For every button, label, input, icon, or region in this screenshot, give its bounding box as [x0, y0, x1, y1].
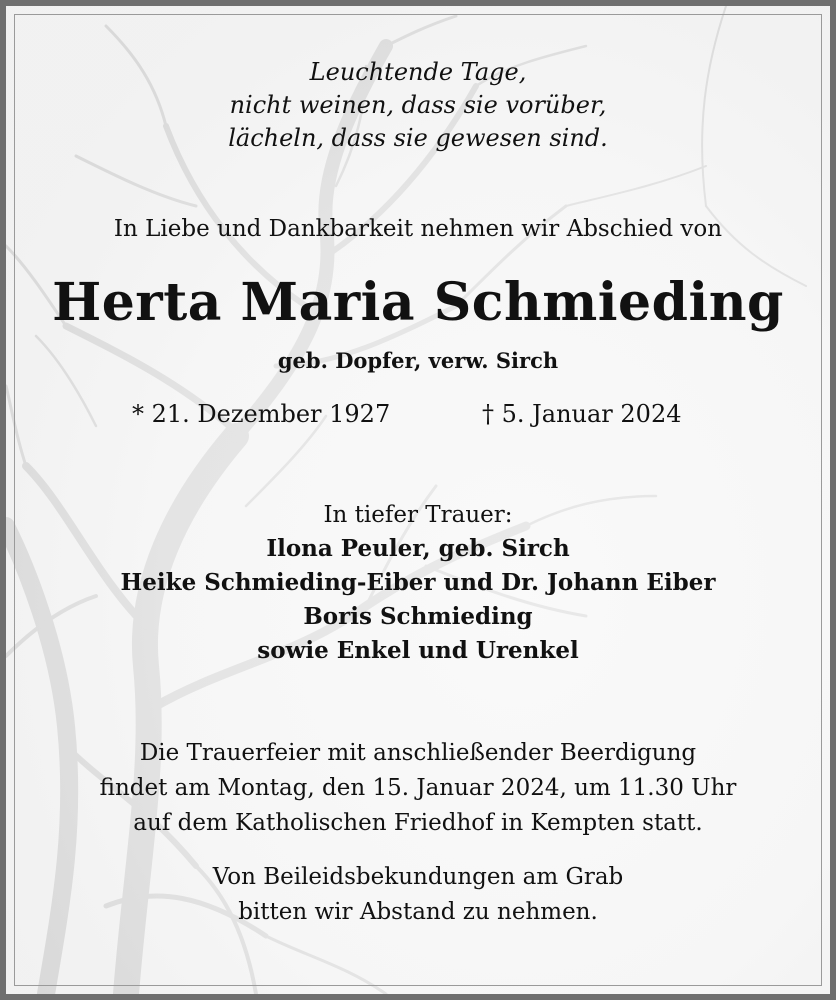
ceremony-line: Die Trauerfeier mit anschließender Beerdigung: [139, 740, 697, 766]
poem-line: nicht weinen, dass sie vorüber,: [229, 91, 607, 119]
mourners-section: [6, 498, 830, 668]
closing-line: bitten wir Abstand zu nehmen.: [238, 899, 598, 925]
deceased-name: Herta Maria Schmieding: [52, 272, 784, 333]
intro-text: In Liebe und Dankbarkeit nehmen wir Abschied von: [113, 216, 723, 242]
mourning-label: In tiefer Trauer:: [323, 502, 513, 528]
poem-line: Leuchtende Tage,: [309, 58, 527, 86]
death-date: † 5. Januar 2024: [482, 400, 682, 428]
notice-content: [6, 6, 830, 994]
closing-line: Von Beileidsbekundungen am Grab: [212, 864, 624, 890]
mourner-name: sowie Enkel und Urenkel: [257, 637, 579, 664]
mourner-name: Heike Schmieding-Eiber und Dr. Johann Eiber: [120, 569, 716, 596]
closing-note: [6, 860, 830, 930]
ceremony-line: findet am Montag, den 15. Januar 2024, um 11.30 Uhr: [99, 775, 737, 801]
poem: [6, 56, 830, 155]
mourner-name: Boris Schmieding: [303, 603, 533, 630]
birth-date: * 21. Dezember 1927: [132, 400, 391, 428]
mourner-name: Ilona Peuler, geb. Sirch: [266, 535, 570, 562]
ceremony-line: auf dem Katholischen Friedhof in Kempten statt.: [133, 810, 703, 836]
ceremony-info: [6, 736, 830, 841]
maiden-name: geb. Dopfer, verw. Sirch: [277, 348, 559, 373]
poem-line: lächeln, dass sie gewesen sind.: [228, 124, 608, 152]
